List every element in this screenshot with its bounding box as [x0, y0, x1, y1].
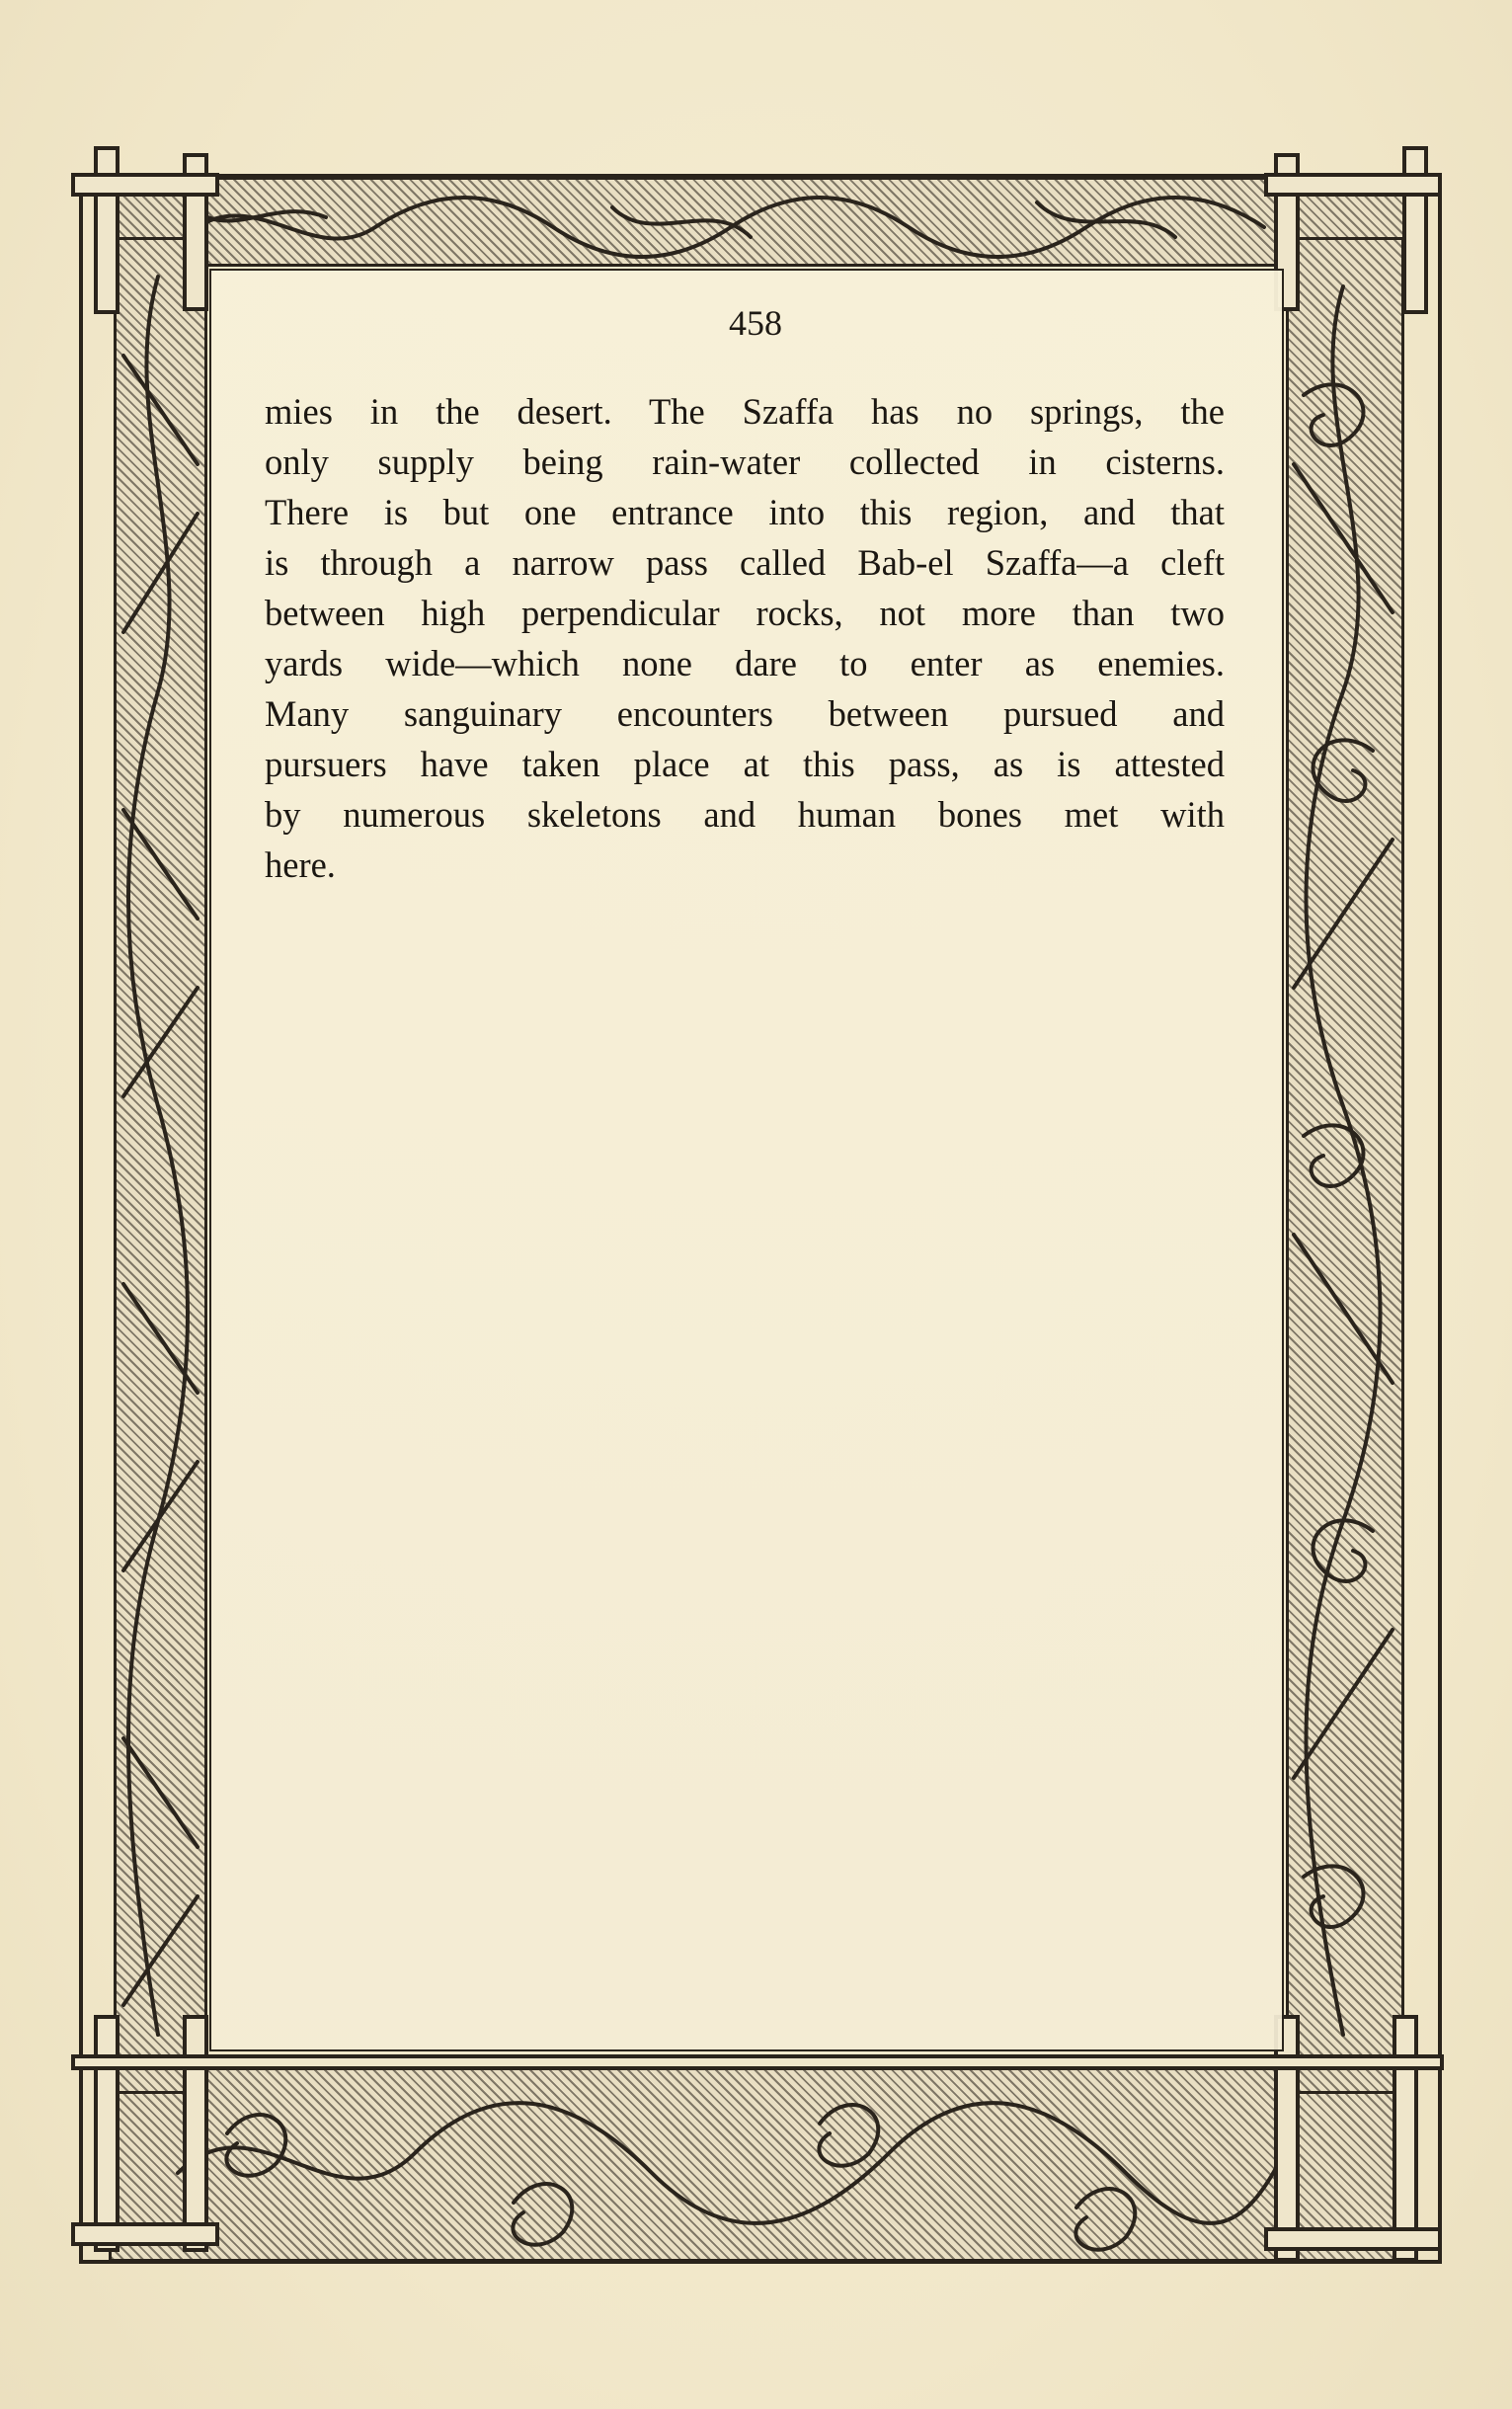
corner-post-bottom-right-inner — [1274, 2015, 1300, 2262]
corner-post-bottom-right-outer — [1393, 2015, 1418, 2262]
text-line: yards wide—which none dare to enter as enemies. — [265, 643, 1225, 683]
ornamental-border-right — [1286, 237, 1404, 2094]
corner-post-top-right-outer — [1402, 146, 1428, 314]
text-line: only supply being rain-water collected in cisterns. — [265, 442, 1225, 482]
text-line: by numerous skeletons and human bones met with — [265, 794, 1225, 835]
corner-post-top-left-outer — [94, 146, 119, 314]
ornamental-border-bottom — [109, 2054, 1417, 2262]
text-line: There is but one entrance into this region, and that — [265, 492, 1225, 532]
border-bar-bottom-inner — [71, 2054, 1444, 2070]
ornamental-border-top — [109, 176, 1417, 267]
text-line: mies in the desert. The Szaffa has no springs, the — [265, 391, 1225, 432]
corner-bar-bottom-left — [71, 2222, 219, 2246]
text-line: pursuers have taken place at this pass, as is attested — [265, 744, 1225, 784]
corner-post-bottom-left-outer — [94, 2015, 119, 2252]
corner-bar-bottom-right — [1264, 2227, 1442, 2251]
text-line: between high perpendicular rocks, not more than two — [265, 593, 1225, 633]
corner-post-bottom-left-inner — [183, 2015, 208, 2252]
text-line: Many sanguinary encounters between pursued and — [265, 693, 1225, 734]
body-text — [265, 386, 1225, 890]
ornamental-border-left — [114, 237, 207, 2094]
corner-bar-top-right — [1264, 173, 1442, 197]
text-line: is through a narrow pass called Bab-el Szaffa—a cleft — [265, 542, 1225, 583]
page-number: 458 — [729, 303, 782, 343]
corner-bar-top-left — [71, 173, 219, 197]
text-line: here. — [265, 844, 336, 885]
